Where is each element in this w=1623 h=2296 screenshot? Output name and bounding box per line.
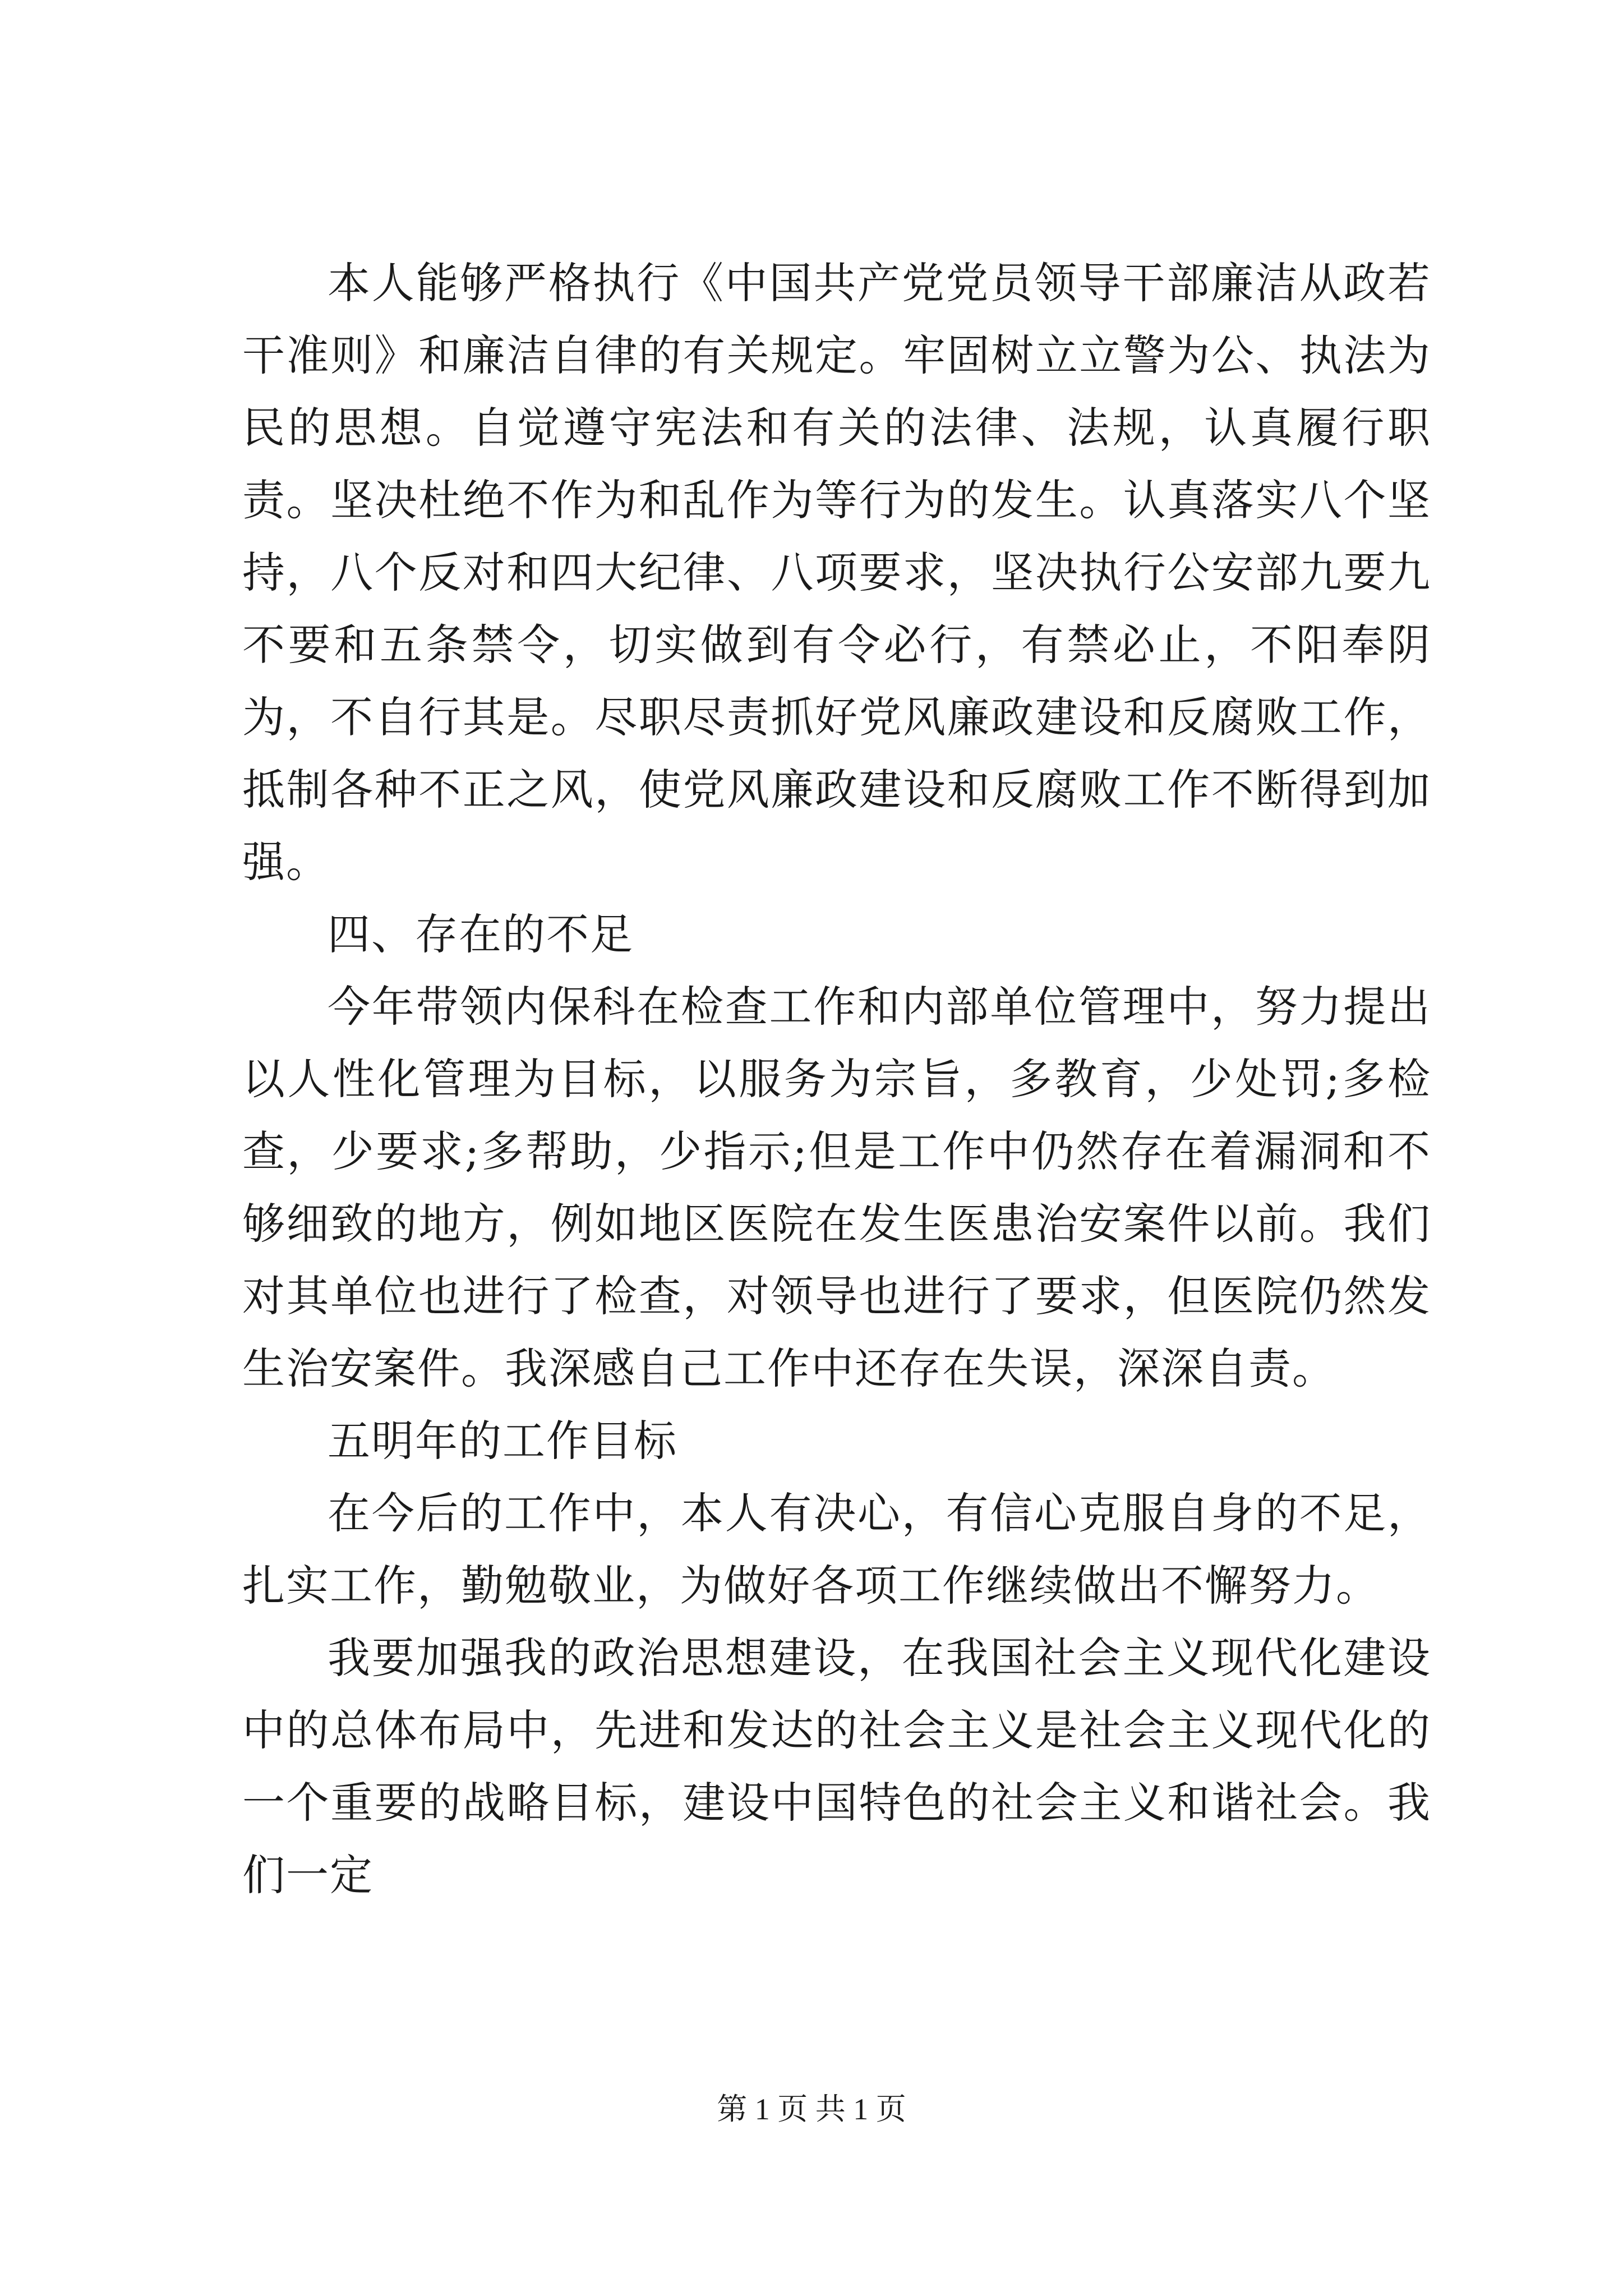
document-body [242, 247, 1431, 1911]
paragraph-resolution: 在今后的工作中，本人有决心，有信心克服自身的不足，扎实工作，勤勉敬业，为做好各项工作继续做出不懈努力。 [242, 1488, 1431, 1611]
heading-next-year-goals: 五明年的工作目标 [328, 1416, 677, 1466]
paragraph-political-thought: 我要加强我的政治思想建设，在我国社会主义现代化建设中的总体布局中，先进和发达的社会主义是社会主义现代化的一个重要的战略目标，建设中国特色的社会主义和谐社会。我们一定 [242, 1633, 1431, 1900]
paragraph-shortcomings: 今年带领内保科在检查工作和内部单位管理中，努力提出以人性化管理为目标，以服务为宗旨，多教育，少处罚;多检查，少要求;多帮助，少指示;但是工作中仍然存在着漏洞和不够细致的地方，例如地区医院在发生医患治安案件以前。我们对其单位也进行了检查，对领导也进行了要求，但医院仍然发生治安案件。我深感自己工作中还存在失误，深深自责。 [242, 982, 1431, 1393]
page-footer: 第 1 页 共 1 页 [717, 2092, 906, 2126]
paragraph-integrity: 本人能够严格执行《中国共产党党员领导干部廉洁从政若干准则》和廉洁自律的有关规定。牢固树立立警为公、执法为民的思想。自觉遵守宪法和有关的法律、法规，认真履行职责。坚决杜绝不作为和乱作为等行为的发生。认真落实八个坚持，八个反对和四大纪律、八项要求，坚决执行公安部九要九不要和五条禁令，切实做到有令必行，有禁必止，不阳奉阴为，不自行其是。尽职尽责抓好党风廉政建设和反腐败工作，抵制各种不正之风，使党风廉政建设和反腐败工作不断得到加强。 [242, 258, 1431, 887]
heading-shortcomings: 四、存在的不足 [328, 909, 634, 959]
